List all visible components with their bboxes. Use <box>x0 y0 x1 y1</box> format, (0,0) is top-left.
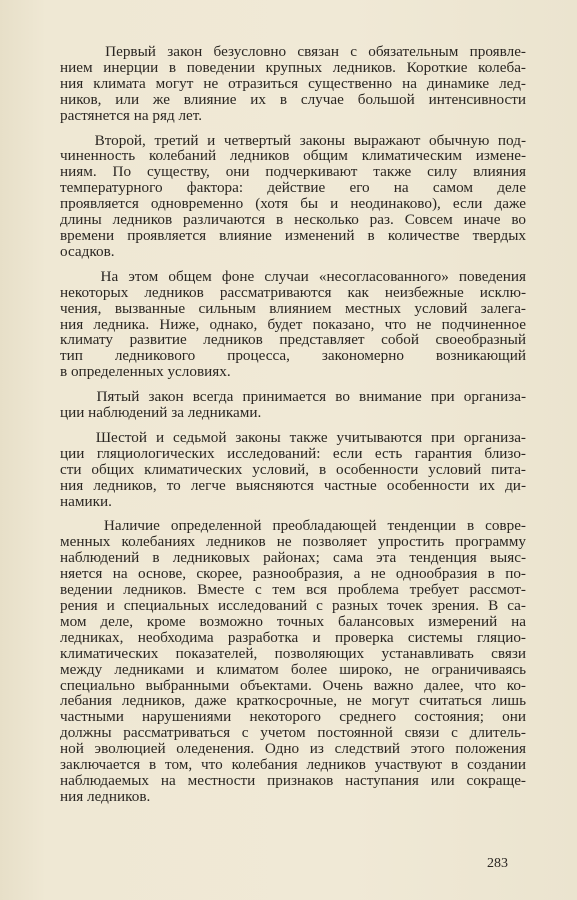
text-line: ции наблюдений за ледниками. <box>60 404 262 422</box>
text-line: проявляется одновременно (хотя бы и неодинаково), если даже <box>60 195 526 213</box>
text-line: должны рассматриваться с учетом постоянной связи с длитель- <box>60 724 526 742</box>
text-line: температурного фактора: действие его на самом деле <box>60 179 526 197</box>
text-line: в определенных условиях. <box>60 363 231 381</box>
text-line: климатических показателей, позволяющих устанавливать связи <box>60 644 526 662</box>
text-line: Пятый закон всегда принимается во внимание при организа- <box>60 388 526 406</box>
text-line: ния ледника. Ниже, однако, будет показано, что не подчиненное <box>60 315 526 333</box>
text-line: чиненность колебаний ледников общим климатическим измене- <box>60 147 526 165</box>
text-line: Второй, третий и четвертый законы выражают обычную под- <box>60 131 526 149</box>
page-number: 283 <box>487 856 508 871</box>
text-line: между ледниками и климатом более широко, не ограничиваясь <box>60 660 526 678</box>
body-text <box>60 44 526 814</box>
text-line: наблюдений в ледниковых районах; сама эта тенденция выяс- <box>60 549 526 567</box>
text-line: Первый закон безусловно связан с обязательным проявле- <box>60 43 526 60</box>
paragraph-6 <box>60 518 526 804</box>
text-line: На этом общем фоне случаи «несогласованного» поведения <box>60 267 526 285</box>
text-line: нием инерции в поведении крупных ледников. Короткие колеба- <box>60 58 526 76</box>
text-line: климату развитие ледников представляет собой своеобразный <box>60 331 526 349</box>
text-line: длины ледников различаются в несколько раз. Совсем иначе во <box>60 211 526 229</box>
text-line: мом деле, кроме возможно точных балансовых измерений на <box>60 612 526 630</box>
text-line: ведении ледников. Вместе с тем вся проблема требует рассмот- <box>60 581 526 599</box>
text-line: намики. <box>60 492 112 510</box>
text-line: лебания ледников, даже краткосрочные, не могут считаться лишь <box>60 692 526 710</box>
text-line: ной эволюцией оледенения. Одно из следствий этого положения <box>60 740 526 758</box>
paragraph-4 <box>60 389 526 421</box>
text-line: рения и специальных исследований с разных точек зрения. В са- <box>60 597 526 614</box>
text-line: ции гляциологических исследований: если есть гарантия близо- <box>60 444 526 462</box>
paragraph-5 <box>60 430 526 510</box>
paragraph-3 <box>60 269 526 380</box>
text-line: ледниках, необходима разработка и проверка системы гляцио- <box>60 628 526 646</box>
text-line: сти общих климатических условий, в особенности условий пита- <box>60 460 526 478</box>
text-line: ния климата могут не отразиться существенно на динамике лед- <box>60 74 526 92</box>
text-line: растянется на ряд лет. <box>60 106 203 124</box>
text-line: тип ледникового процесса, закономерно возникающий <box>60 347 526 365</box>
text-line: Наличие определенной преобладающей тенденции в совре- <box>60 517 526 535</box>
text-line: времени проявляется влияние изменений в количестве твердых <box>60 226 526 244</box>
text-line: осадков. <box>60 242 115 260</box>
text-line: наблюдаемых на местности признаков наступания или сокраще- <box>60 771 526 789</box>
text-line: ния ледников. <box>60 787 151 805</box>
text-line: заключается в том, что колебания ледников участвуют в создании <box>60 756 526 774</box>
text-line: частными нарушениями некоторого среднего состояния; они <box>60 708 526 726</box>
text-line: ния ледников, то легче выясняются частные особенности их ди- <box>60 476 526 494</box>
text-line: няется на основе, скорее, разнообразия, а не однообразия в по- <box>60 565 526 583</box>
text-line: специально выбранными объектами. Очень важно далее, что ко- <box>60 676 526 694</box>
text-line: ниям. По существу, они подчеркивают также силу влияния <box>60 163 526 181</box>
text-line: чения, вызванные сильным влиянием местных условий залега- <box>60 299 526 317</box>
text-line: менных колебаниях ледников не позволяет упростить программу <box>60 533 526 551</box>
text-line: Шестой и седьмой законы также учитываются при организа- <box>60 428 526 446</box>
paragraph-1 <box>60 44 526 124</box>
text-line: некоторых ледников рассматриваются как неизбежные исклю- <box>60 283 526 301</box>
paragraph-2 <box>60 133 526 260</box>
text-line: ников, или же влияние их в случае большой интенсивности <box>60 90 526 108</box>
